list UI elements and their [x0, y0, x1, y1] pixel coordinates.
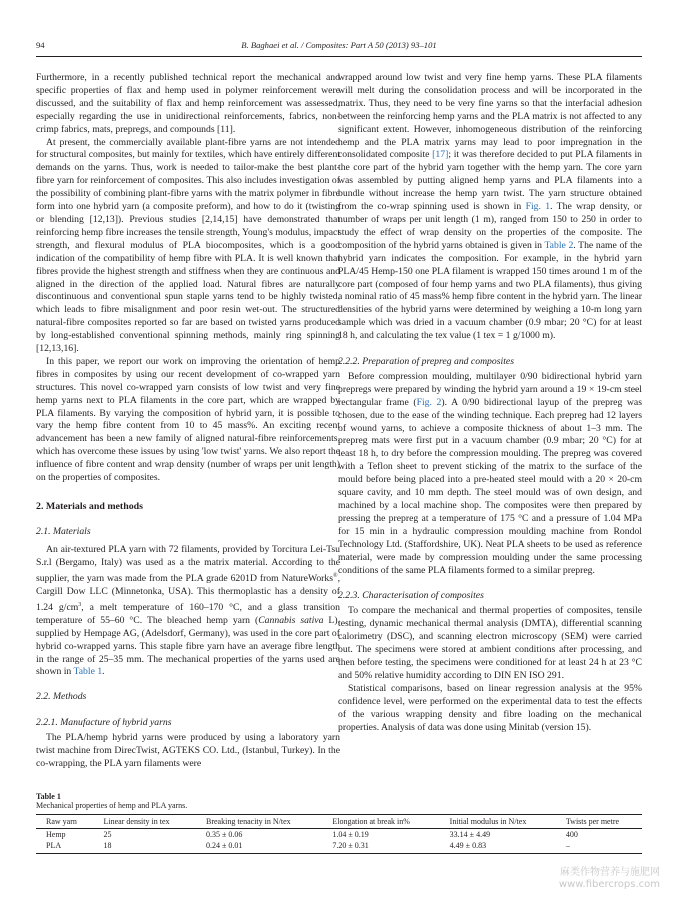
paragraph: Furthermore, in a recently published technical report the mechanical and specific properties of flax and hemp used in polymer reinforcement were discussed, and the suitability of flax and hemp reinforcement was assessed, especially regarding the use in unidirectional reinforcements, fabrics, non-crimp fabrics, mats, prepregs, and compounds [11].	[36, 72, 340, 135]
table-cell: 18	[94, 840, 196, 854]
table-cell: 0.35 ± 0.06	[206, 830, 243, 839]
table-label: Table 1	[36, 792, 61, 801]
subsection-heading: 2.2. Methods	[36, 691, 87, 703]
column-header: Elongation at break in%	[322, 815, 439, 829]
journal-citation: B. Baghaei et al. / Composites: Part A 50 (2013) 93–101	[241, 40, 437, 50]
watermark	[559, 867, 660, 891]
page-number: 94	[36, 40, 45, 50]
table-row	[36, 829, 642, 841]
right-column	[338, 72, 642, 734]
table-cell: 1.04 ± 0.19	[332, 830, 369, 839]
table-header-row	[36, 815, 642, 829]
table-1	[36, 792, 642, 854]
subsubsection-heading: 2.2.2. Preparation of prepreg and composites	[338, 356, 514, 368]
subsubsection-heading: 2.2.1. Manufacture of hybrid yarns	[36, 717, 172, 729]
table-cell: 7.20 ± 0.31	[322, 840, 439, 854]
paragraph: Before compression moulding, multilayer 0/90 bidirectional hybrid yarn prepregs were prepared by winding the hybrid yarn around a 19 × 19-cm steel rectangular frame (Fig. 2). A 0/90 bidirectional layup of the prepreg was chosen, due to the ease of the winding technique. Each prepreg had 12 layers of wound yarns, to achieve a composite thickness of about 1–3 mm. The prepreg mats were first put in a vacuum chamber (0.9 mbar; 20 °C) for at least 18 h, to dry before the compression moulding. The prepreg was covered with a Teflon sheet to prevent sticking of the matrix to the surface of the mould before being placed into a pre-heated steel mould with a 20 × 20-cm square cavity, and 10 mm depth. The steel mould was of own design, and machined by a local machine shop. The composites were then prepared by pressing the prepreg at a temperature of 175 °C and a pressure of 1.04 MPa for 15 min in a hydraulic compression moulding machine from Rondol Technology Ltd. (Staffordshire, UK). Neat PLA sheets to be used as reference material, were made by compression moulding under the same processing conditions of the same PLA filaments formed to a similar prepreg.	[338, 370, 642, 576]
table-cell: –	[556, 840, 642, 854]
paragraph: wrapped around low twist and very fine hemp yarns. These PLA filaments will melt during the consolidation process and will be incorporated in the matrix. Thus, they need to be very fine yarns so that the interfacial adhesion between the reinforcing hemp yarns and the PLA matrix is not affected to any significant extent. However, inhomogeneous distribution of the reinforcing hemp and the PLA matrix yarns may lead to poor impregnation in the consolidated composite [17]; it was therefore decided to put PLA filaments in the core part of the hybrid yarn together with the hemp yarn. The core yarn was assembled by putting aligned hemp yarns and PLA filaments into a bundle without increase the hemp yarn twist. The yarn structure obtained from the co-wrap spinning used is shown in Fig. 1. The wrap density, or number of wraps per unit length (1 m), ranged from 150 to 250 in order to study the effect of wrap density on the properties of the composite. The composition of the hybrid yarns obtained is given in Table 2. The name of the hybrid yarn indicates the composition. For example, in the hybrid yarn PLA/45 Hemp-150 one PLA filament is wrapped 150 times around 1 m of the core part (composed of four hemp yarns and two PLA filaments), thus giving a nominal ratio of 45 mass% hemp fibre content in the hybrid yarn. The linear densities of the hybrid yarns were determined by weighing a 10-m long yarn sample which was dried in a vacuum chamber (0.9 mbar; 20 °C) for at least 18 h, and calculating the tex value (1 tex = 1 g/1000 m).	[338, 72, 642, 342]
column-header: Breaking tenacity in N/tex	[196, 815, 322, 829]
running-header	[36, 40, 642, 54]
subsection-heading: 2.1. Materials	[36, 525, 91, 537]
column-header: Twists per metre	[556, 815, 642, 829]
table-cell: 4.49 ± 0.83	[440, 840, 556, 854]
ref-17-link[interactable]: [17]	[432, 149, 449, 161]
table-cell: PLA	[36, 840, 94, 854]
left-column	[36, 72, 340, 771]
properties-table	[36, 814, 642, 854]
column-header: Linear density in tex	[94, 815, 196, 829]
table-cell: 400	[565, 830, 578, 839]
watermark-line: 麻类作物营养与施肥网	[560, 867, 660, 878]
fig-1-link[interactable]: Fig. 1	[525, 201, 551, 213]
fig-2-link[interactable]: Fig. 2	[416, 396, 442, 408]
table-cell: 33.14 ± 4.49	[449, 830, 491, 839]
table-1-link[interactable]: Table 1	[73, 666, 103, 678]
subsubsection-heading: 2.2.3. Characterisation of composites	[338, 590, 484, 602]
column-header: Raw yarn	[36, 815, 94, 829]
paragraph: At present, the commercially available plant-fibre yarns are not intended for structural composites, but mainly for textiles, which have entirely different demands on the yarns. Thus, work is needed to tailor-make the best plant-fibre yarn for reinforcement of composites. This also includes investigation of the possibility of combining plant-fibre yarns with the matrix polymer in fibre form into one hybrid yarn (a composite preform), and how to do it (twisting or blending [12,13]). Previous studies [2,14,15] have demonstrated that reinforcing hemp fibre increases the tensile strength, Young's modulus, impact strength, and flexural modulus of PLA biocomposites, which is a good indication of the compatibility of hemp fibre with PLA. It is well known that fibres provide the highest strength and stiffness when they are continuous and aligned in the direction of the applied load. Natural fibres are naturally discontinuous and conventional spun staple yarns tend to be highly twisted, which leads to fibre misalignment and poor resin wet-out. The structured natural-fibre composites reported so far are based on twisted yarns produced by long-established conventional spinning methods, mainly ring spinning [12,13,16].	[36, 136, 340, 355]
table-row	[36, 840, 642, 854]
watermark-line: www.fibercrops.com	[558, 879, 660, 890]
paragraph: The PLA/hemp hybrid yarns were produced by using a laboratory yarn twist machine from DirecTwist, AGTEKS CO. Ltd., (Istanbul, Turkey). In the co-wrapping, the PLA yarn filaments were	[36, 732, 340, 769]
table-cell: Hemp	[46, 830, 66, 839]
header-rule	[36, 56, 642, 57]
table-caption: Mechanical properties of hemp and PLA yarns.	[36, 801, 188, 810]
section-heading: 2. Materials and methods	[36, 501, 143, 512]
table-cell: 0.24 ± 0.01	[196, 840, 322, 854]
paragraph: An air-textured PLA yarn with 72 filaments, provided by Torcitura Lei-Tsu S.r.l (Bergamo, Italy) was used as a the matrix material. According to the supplier, the yarn was made from the PLA grade 6201D from NatureWorks®, Cargill Dow LLC (Minnetonka, USA). This thermoplastic has a density of 1.24 $g/cm^3$, a melt temperature of 160–170 °C, and a glass transition temperature of 55–60 °C. The bleached hemp yarn (Cannabis sativa L), supplied by Hempage AG, (Adelsdorf, Germany), was used in the core part of hybrid co-wrapped yarns. This staple fibre yarn have an average fibre length in the range of 25–35 mm. The mechanical properties of the yarns used are shown in Table 1.	[36, 543, 340, 678]
table-cell: 25	[103, 830, 112, 839]
paragraph: Statistical comparisons, based on linear regression analysis at the 95% confidence level, were performed on the experimental data to test the effects of the various wrapping density and fibre loading on the mechanical properties. Analysis of data was done using Minitab (version 15).	[338, 682, 642, 733]
paragraph: In this paper, we report our work on improving the orientation of hemp fibres in composites by using our recent development of co-wrapped yarn structures. This novel co-wrapped yarn consists of low twist and very fine hemp yarns next to PLA filaments in the core part, which are wrapped by PLA filaments. By varying the composition of hybrid yarn, it is possible to vary the hemp fibre content from 10 to 45 mass%. An exciting recent advancement has been a new family of aligned natural-fibre reinforcements, which has overcome these issues by using 'low twist' yarns. We also report the influence of fibre content and wrap density (number of wraps per unit length) on the properties of composites.	[36, 355, 340, 484]
paragraph: To compare the mechanical and thermal properties of composites, tensile testing, dynamic mechanical thermal analysis (DMTA), differential scanning calorimetry (DSC), and scanning electron microscopy (SEM) were carried out. The specimens were stored at ambient conditions after processing, and then before testing, the specimens were conditioned for at least 24 h at 23 °C and 50% relative humidity according to DIN EN ISO 291.	[338, 605, 642, 681]
column-header: Initial modulus in N/tex	[440, 815, 556, 829]
table-2-link[interactable]: Table 2	[544, 239, 574, 251]
